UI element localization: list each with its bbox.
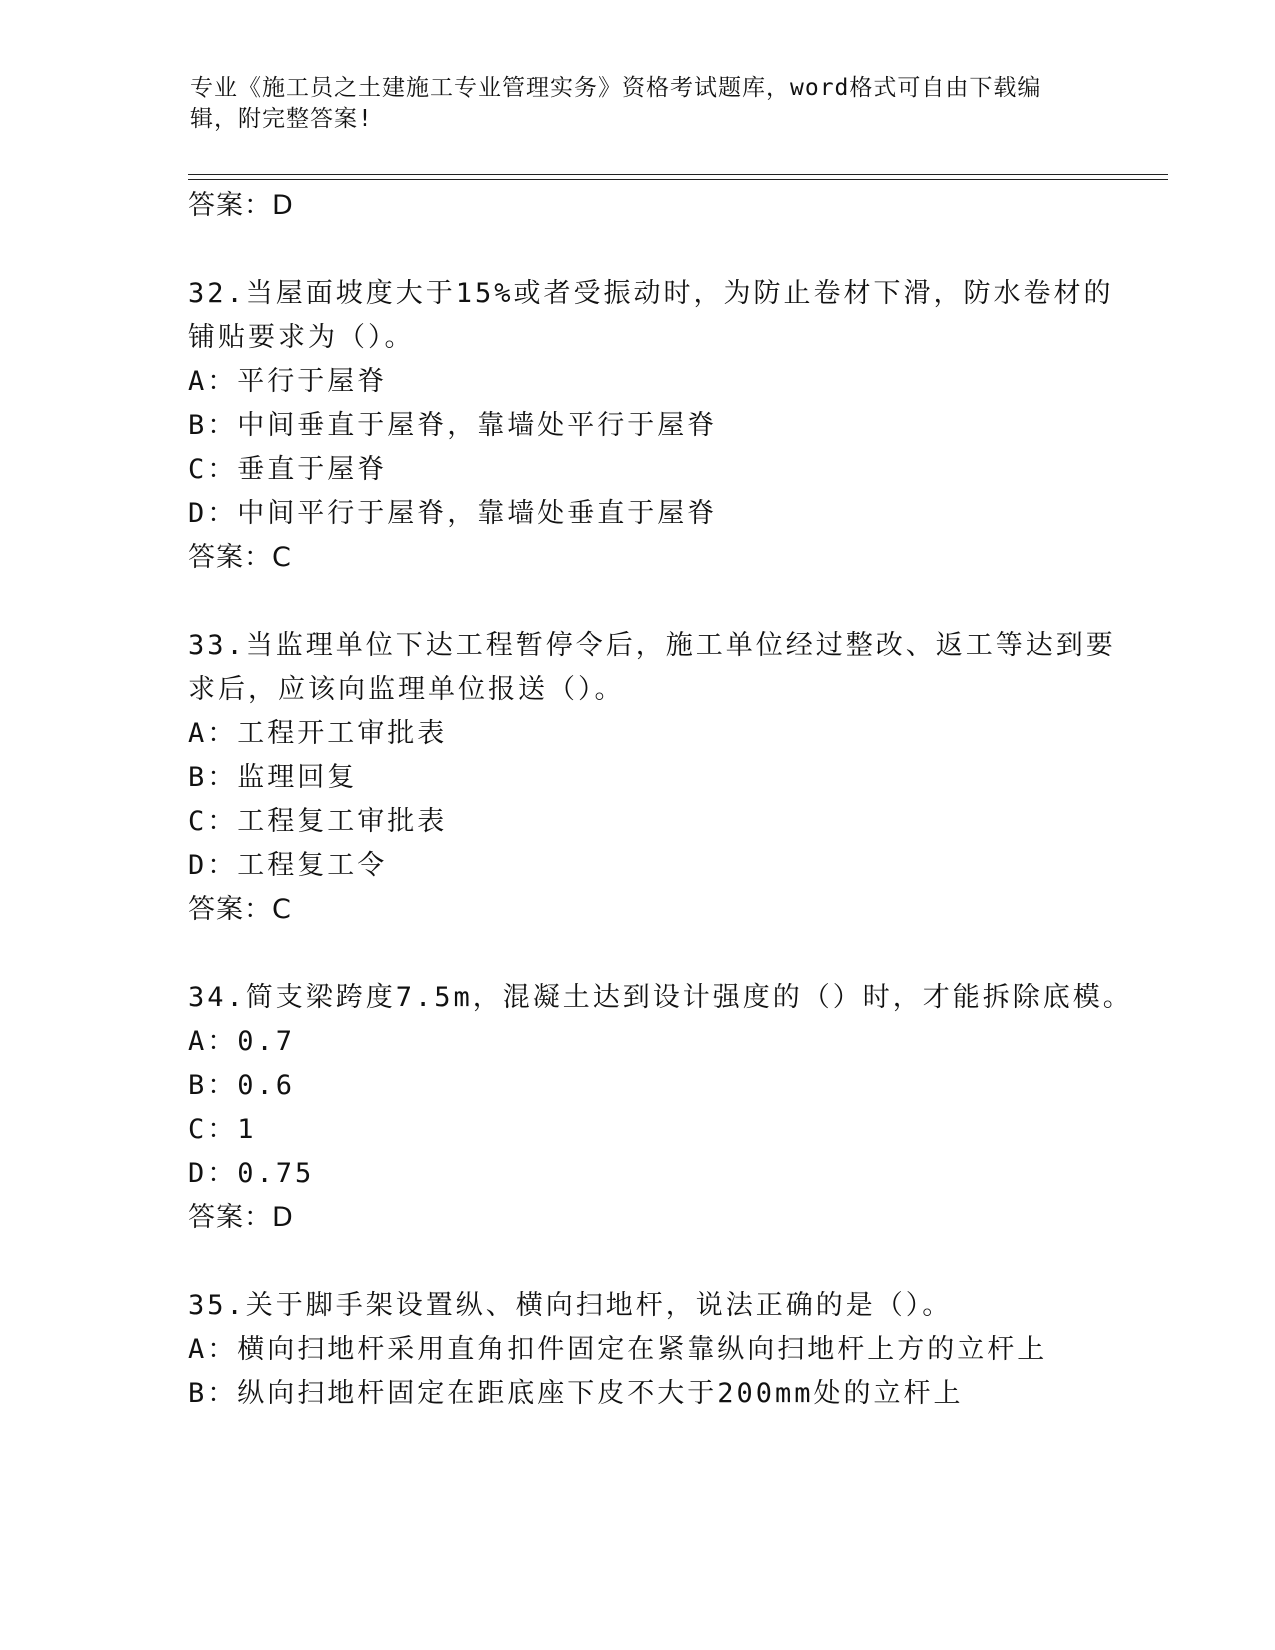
header-divider-bottom <box>188 179 1168 180</box>
question-stem: 34.简支梁跨度7.5m，混凝土达到设计强度的（）时，才能拆除底模。 <box>188 982 1133 1013</box>
answer-line: 答案：D <box>188 190 294 221</box>
option-b: B：监理回复 <box>188 762 358 793</box>
option-a: A：平行于屋脊 <box>188 366 388 397</box>
option-c: C：工程复工审批表 <box>188 806 448 837</box>
option-a: A：0.7 <box>188 1026 296 1057</box>
header-divider-top <box>188 174 1168 175</box>
option-c: C：垂直于屋脊 <box>188 454 388 485</box>
question-stem-continued: 铺贴要求为（）。 <box>188 322 415 353</box>
option-b: B：纵向扫地杆固定在距底座下皮不大于200mm处的立杆上 <box>188 1378 964 1409</box>
option-d: D：0.75 <box>188 1158 315 1189</box>
question-stem: 33.当监理单位下达工程暂停令后，施工单位经过整改、返工等达到要 <box>188 630 1116 661</box>
header-title-line-2: 辑，附完整答案! <box>190 106 373 132</box>
question-stem-continued: 求后，应该向监理单位报送（）。 <box>188 674 625 705</box>
option-d: D：工程复工令 <box>188 850 388 881</box>
option-b: B：中间垂直于屋脊，靠墙处平行于屋脊 <box>188 410 718 441</box>
option-a: A：横向扫地杆采用直角扣件固定在紧靠纵向扫地杆上方的立杆上 <box>188 1334 1048 1365</box>
question-stem: 35.关于脚手架设置纵、横向扫地杆，说法正确的是（）。 <box>188 1290 953 1321</box>
option-c: C：1 <box>188 1114 257 1145</box>
option-d: D：中间平行于屋脊，靠墙处垂直于屋脊 <box>188 498 718 529</box>
answer-line: 答案：C <box>188 894 292 925</box>
header-title-line-1: 专业《施工员之土建施工专业管理实务》资格考试题库，word格式可自由下载编 <box>190 75 1042 101</box>
question-stem: 32.当屋面坡度大于15%或者受振动时，为防止卷材下滑，防水卷材的 <box>188 278 1114 309</box>
answer-line: 答案：D <box>188 1202 294 1233</box>
option-a: A：工程开工审批表 <box>188 718 448 749</box>
answer-line: 答案：C <box>188 542 292 573</box>
option-b: B：0.6 <box>188 1070 296 1101</box>
